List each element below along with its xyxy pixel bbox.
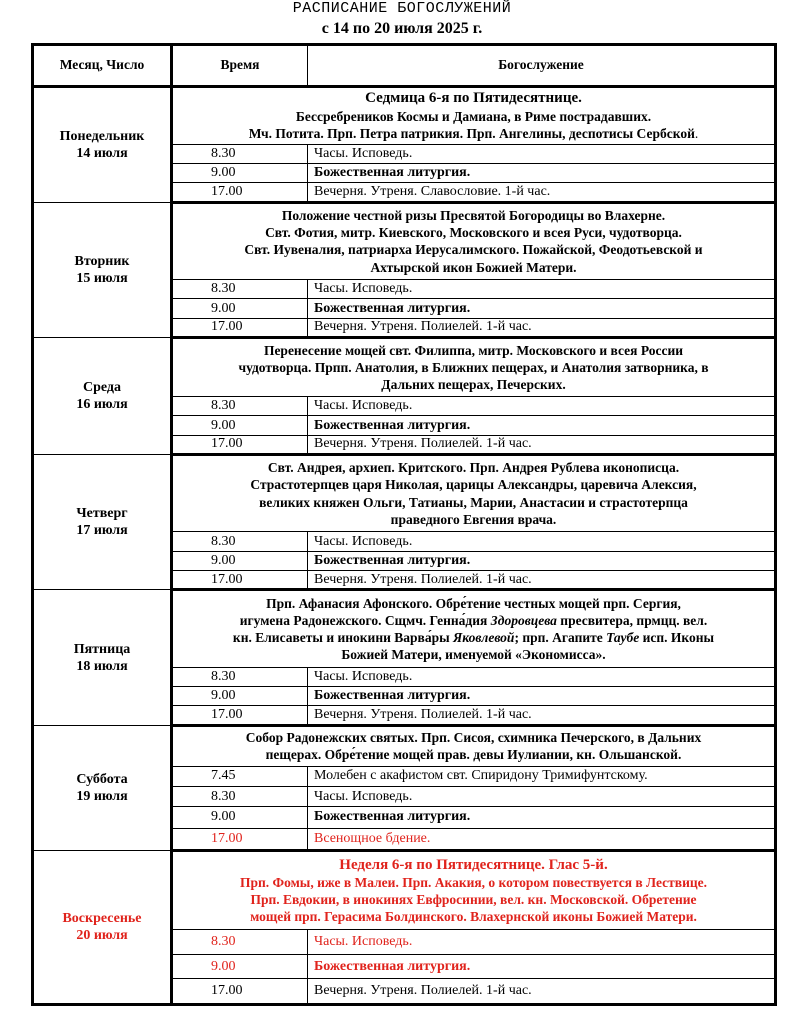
- service-time: 9.00: [172, 954, 308, 978]
- service-name: Божественная литургия.: [308, 687, 776, 706]
- column-header-service: Богослужение: [308, 45, 776, 87]
- service-time: 17.00: [172, 183, 308, 202]
- feast-cell-saturday: Собор Радонежских святых. Прп. Сисоя, схимника Печерского, в Дальних пещерах. Обре́тение мощей прав. девы Иулиании, кн. Ольшанской.: [172, 725, 776, 766]
- service-name: Божественная литургия.: [308, 164, 776, 183]
- schedule-table: [31, 43, 777, 1006]
- service-name: Часы. Исповедь.: [308, 280, 776, 299]
- service-time: 8.30: [172, 667, 308, 686]
- feast-cell-friday: Прп. Афанасия Афонского. Обре́тение честных мощей прп. Сергия, игумена Радонежского. Сщмч. Генна́дия Здоровцева пресвитера, прмцц. вел. кн. Елисаветы и инокини Варва́ры Яковлевой; прп. Агапите Таубе исп. Иконы Божией Матери, именуемой «Экономисса».: [172, 590, 776, 667]
- table-row: [33, 86, 776, 144]
- feast-cell-sunday: Неделя 6-я по Пятидесятнице. Глас 5-й. Прп. Фомы, иже в Малеи. Прп. Акакия, о котором повествуется в Лествице. Прп. Евдокии, в инокинях Евфросинии, вел. кн. Московской. Обретение мощей прп. Герасима Болдинского. Влахернской иконы Божией Матери.: [172, 850, 776, 929]
- service-time: 8.30: [172, 532, 308, 551]
- service-time: 9.00: [172, 416, 308, 435]
- day-cell-monday: Понедельник 14 июля: [33, 86, 172, 202]
- table-row: [33, 202, 776, 279]
- service-name: Всенощное бдение.: [308, 828, 776, 850]
- service-name: Часы. Исповедь.: [308, 930, 776, 954]
- feast-cell-tuesday: Положение честной ризы Пресвятой Богородицы во Влахерне. Свт. Фотия, митр. Киевского, Московского и всея Руси, чудотворца. Свт. Иувеналия, патриарха Иерусалимского. Пожайской, Феодотьевской и Ахтырской икон Божией Матери.: [172, 202, 776, 279]
- service-name: Вечерня. Утреня. Полиелей. 1-й час.: [308, 318, 776, 337]
- service-time: 9.00: [172, 164, 308, 183]
- service-name: Вечерня. Утреня. Полиелей. 1-й час.: [308, 706, 776, 725]
- feast-cell-thursday: Свт. Андрея, архиеп. Критского. Прп. Андрея Рублева иконописца. Страстотерпцев царя Николая, царицы Александры, царевича Алексия, великих княжен Ольги, Татианы, Марии, Анастасии и страстотерпца праведного Евгения врача.: [172, 455, 776, 532]
- day-cell-sunday: Воскресенье 20 июля: [33, 850, 172, 1004]
- service-name: Вечерня. Утреня. Полиелей. 1-й час.: [308, 435, 776, 454]
- service-name: Часы. Исповедь.: [308, 667, 776, 686]
- service-name: Божественная литургия.: [308, 954, 776, 978]
- service-name: Часы. Исповедь.: [308, 532, 776, 551]
- service-time: 8.30: [172, 280, 308, 299]
- table-row: [33, 850, 776, 929]
- service-time: 17.00: [172, 828, 308, 850]
- service-name: Божественная литургия.: [308, 807, 776, 828]
- service-time: 9.00: [172, 299, 308, 318]
- service-name: Божественная литургия.: [308, 551, 776, 570]
- service-time: 8.30: [172, 786, 308, 806]
- service-time: 8.30: [172, 930, 308, 954]
- table-header-row: [33, 45, 776, 87]
- service-time: 7.45: [172, 766, 308, 786]
- day-cell-wednesday: Среда 16 июля: [33, 338, 172, 455]
- service-name: Божественная литургия.: [308, 416, 776, 435]
- service-time: 8.30: [172, 397, 308, 416]
- service-name: Божественная литургия.: [308, 299, 776, 318]
- service-time: 9.00: [172, 687, 308, 706]
- column-header-day: Месяц, Число: [33, 45, 172, 87]
- table-row: [33, 455, 776, 532]
- service-time: 17.00: [172, 318, 308, 337]
- page-title: РАСПИСАНИЕ БОГОСЛУЖЕНИЙ: [292, 0, 512, 17]
- column-header-time: Время: [172, 45, 308, 87]
- service-time: 17.00: [172, 571, 308, 590]
- service-name: Часы. Исповедь.: [308, 786, 776, 806]
- date-range: с 14 по 20 июля 2025 г.: [321, 20, 483, 37]
- service-name: Вечерня. Утреня. Славословие. 1-й час.: [308, 183, 776, 202]
- service-time: 17.00: [172, 979, 308, 1005]
- day-cell-thursday: Четверг 17 июля: [33, 455, 172, 590]
- feast-cell-wednesday: Перенесение мощей свт. Филиппа, митр. Московского и всея России чудотворца. Прпп. Анатолия, в Ближних пещерах, и Анатолия затворника, в Дальних пещерах, Печерских.: [172, 338, 776, 397]
- service-name: Часы. Исповедь.: [308, 144, 776, 163]
- table-row: [33, 725, 776, 766]
- service-name: Часы. Исповедь.: [308, 397, 776, 416]
- day-cell-tuesday: Вторник 15 июля: [33, 202, 172, 337]
- service-name: Вечерня. Утреня. Полиелей. 1-й час.: [308, 979, 776, 1005]
- service-time: 9.00: [172, 551, 308, 570]
- table-row: [33, 338, 776, 397]
- service-time: 17.00: [172, 706, 308, 725]
- service-time: 9.00: [172, 807, 308, 828]
- service-time: 8.30: [172, 144, 308, 163]
- service-name: Вечерня. Утреня. Полиелей. 1-й час.: [308, 571, 776, 590]
- day-cell-friday: Пятница 18 июля: [33, 590, 172, 725]
- feast-cell-monday: Седмица 6-я по Пятидесятнице. Бессребреников Космы и Дамиана, в Риме пострадавших. Мч. Потита. Прп. Петра патрикия. Прп. Ангелины, деспотисы Сербской.: [172, 86, 776, 144]
- day-cell-saturday: Суббота 19 июля: [33, 725, 172, 850]
- service-time: 17.00: [172, 435, 308, 454]
- service-name: Молебен с акафистом свт. Спиридону Тримифунтскому.: [308, 766, 776, 786]
- table-row: [33, 590, 776, 667]
